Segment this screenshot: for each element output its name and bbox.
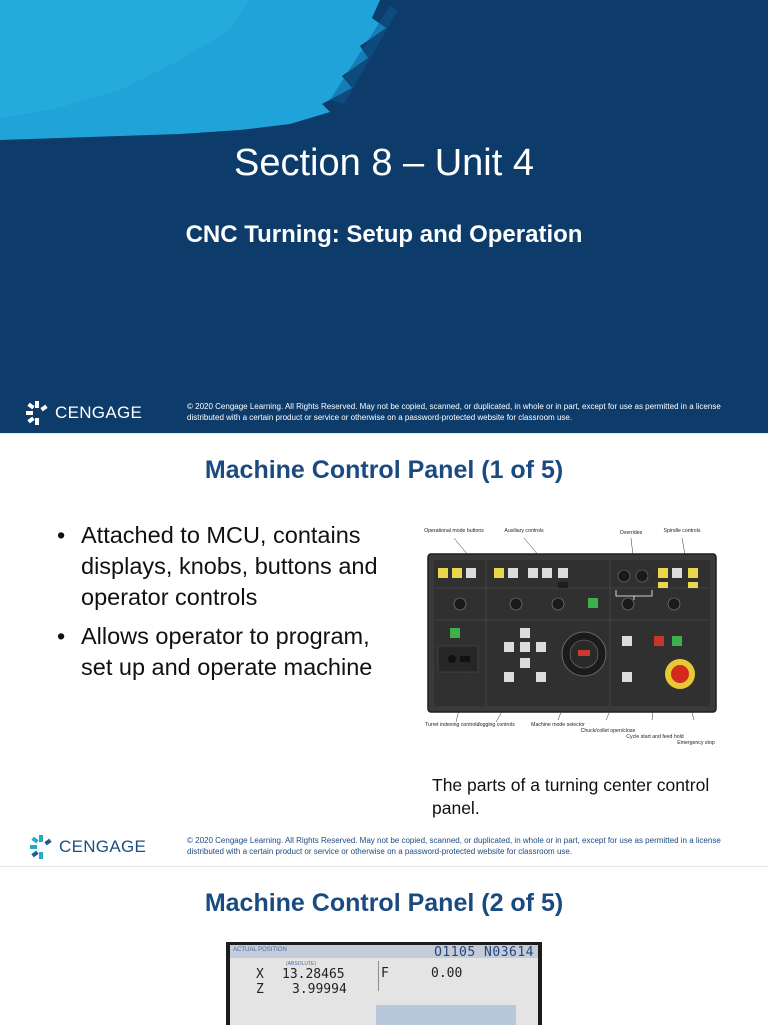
content-slide [0, 433, 768, 867]
svg-text:Spindle controls [664, 528, 701, 534]
screen-label: ACTUAL POSITION [233, 947, 287, 953]
control-panel-figure [424, 524, 720, 746]
cengage-logo [30, 835, 146, 859]
program-number: O1105 N03614 [434, 945, 534, 960]
callout-cycle-start: Cycle start and feed hold [626, 734, 684, 740]
callout-auxiliary: Auxiliary controls [504, 528, 544, 534]
slide-heading: Machine Control Panel (1 of 5) [204, 456, 564, 484]
slide-heading: Machine Control Panel (2 of 5) [204, 889, 564, 917]
cengage-logo-icon [30, 835, 52, 859]
copyright-notice: © 2020 Cengage Learning. All Rights Reserved. May not be copied, scanned, or duplicated, in whole or in part, except for use as permitted in a license distributed with a certain product or service or otherwise on a password-protected website for classroom use. [187, 402, 721, 422]
svg-text:Operational mode buttons [424, 528, 484, 534]
callout-spindle: Spindle controls [663, 528, 701, 534]
svg-text:Jogging controls [477, 722, 515, 728]
axis-x-value: 13.28465 [282, 967, 345, 982]
section-title: Section 8 – Unit 4 [234, 142, 534, 184]
callout-machine-mode: Machine mode selector [531, 722, 585, 728]
screen-header [230, 945, 538, 958]
svg-text:Cycle start and feed hold [626, 734, 683, 740]
svg-text:Overrides [620, 530, 643, 536]
figure-caption: The parts of a turning center control panel. [432, 775, 710, 818]
control-panel-image [424, 524, 720, 746]
callout-chuck-collet: Chuck/collet open/close [580, 728, 636, 734]
axis-z-label: Z [256, 982, 264, 997]
callout-operational-mode: Operational mode buttons [424, 528, 484, 534]
feed-value: 0.00 [431, 966, 463, 981]
bullet-item: • Attached to MCU, contains displays, knobs, buttons and operator controls [56, 520, 396, 613]
section-subtitle: CNC Turning: Setup and Operation [185, 221, 583, 248]
svg-text:Auxiliary controls [504, 528, 544, 534]
callout-jogging: Jogging controls [477, 722, 515, 728]
cengage-logo-icon [26, 401, 48, 425]
svg-text:Machine mode selector [531, 722, 585, 728]
axis-z-value: 3.99994 [292, 982, 347, 997]
bullet-list [56, 520, 396, 691]
svg-text:Emergency stop [677, 740, 715, 746]
callout-emergency-stop: Emergency stop [677, 740, 715, 746]
absolute-label: (ABSOLUTE) [286, 961, 317, 967]
callout-overrides: Overrides [619, 530, 643, 536]
content-slide [0, 866, 768, 1025]
title-slide [0, 0, 768, 433]
feed-panel [378, 961, 538, 991]
svg-text:Turret indexing controls [425, 722, 479, 728]
brush-stroke-decoration [0, 0, 768, 150]
cnc-display-screen [226, 942, 542, 1025]
logo-text: CENGAGE [55, 403, 143, 422]
bullet-item: • Allows operator to program, set up and operate machine [56, 621, 396, 683]
axis-x-label: X [256, 967, 264, 982]
copyright-notice: © 2020 Cengage Learning. All Rights Reserved. May not be copied, scanned, or duplicated, in whole or in part, except for use as permitted in a license distributed with a certain product or service or otherwise on a password-protected website for classroom use. [187, 836, 721, 856]
cengage-logo [26, 401, 142, 425]
feed-label: F [381, 966, 389, 981]
offset-table [376, 1005, 516, 1025]
logo-text: CENGAGE [59, 837, 147, 856]
callout-turret-indexing: Turret indexing controls [424, 722, 480, 728]
